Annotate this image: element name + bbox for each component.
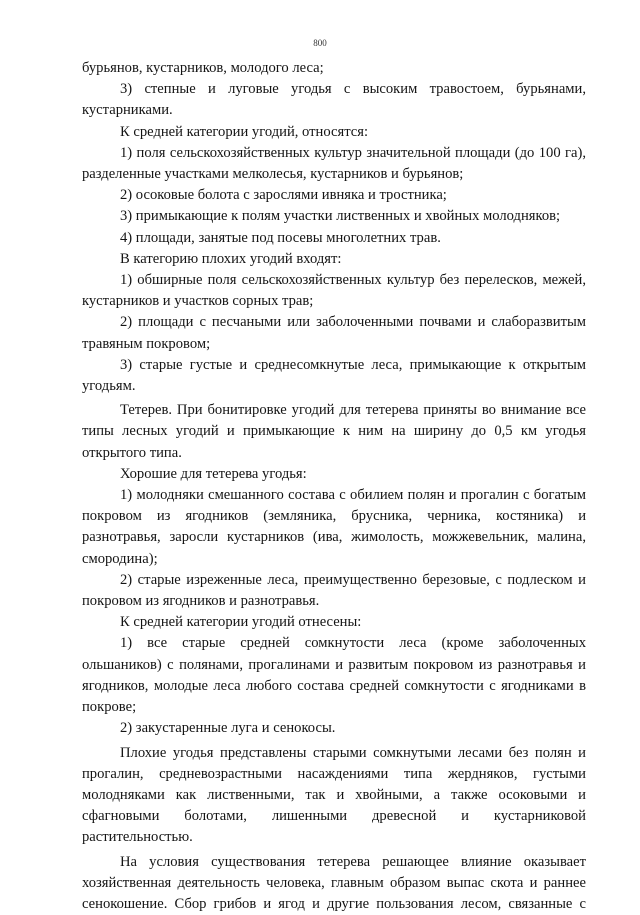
paragraph: 4) площади, занятые под посевы многолетних трав. bbox=[120, 229, 441, 246]
paragraph: 3) примыкающие к полям участки лиственных и хвойных молодняков; bbox=[120, 208, 561, 225]
paragraph: бурьянов, кустарников, молодого леса; bbox=[82, 60, 324, 76]
document-body bbox=[82, 58, 586, 915]
paragraph: Тетерев. При бонитировке угодий для тетерева приняты во внимание все типы лесных угодий и примыкающие к ним на ширину до 0,5 км угодья открытого типа. bbox=[82, 402, 586, 461]
page-number: 800 bbox=[313, 38, 327, 48]
paragraph: Хорошие для тетерева угодья: bbox=[120, 465, 307, 482]
paragraph: К средней категории угодий, относятся: bbox=[120, 123, 369, 140]
paragraph: 2) осоковые болота с зарослями ивняка и тростника; bbox=[120, 187, 447, 204]
paragraph: 1) обширные поля сельскохозяйственных культур без перелесков, межей, кустарников и участков сорных трав; bbox=[82, 272, 586, 310]
paragraph: 1) поля сельскохозяйственных культур значительной площади (до 100 га), разделенные участками мелколесья, кустарников и бурьянов; bbox=[82, 144, 586, 183]
paragraph: К средней категории угодий отнесены: bbox=[120, 614, 362, 631]
paragraph: 3) старые густые и среднесомкнутые леса, примыкающие к открытым угодьям. bbox=[82, 356, 586, 395]
paragraph: 2) закустаренные луга и сенокосы. bbox=[120, 720, 336, 737]
paragraph: 1) молодняки смешанного состава с обилием полян и прогалин с богатым покровом из ягодников (земляника, брусника, черника, костяника) и разнотравья, заросли кустарников (ива, жимолость, можжевельник, малина, смородина); bbox=[82, 487, 586, 567]
paragraph: На условия существования тетерева решающее влияние оказывает хозяйственная деятельность человека, главным образом выпас скота и раннее сенокошение. Сбор грибов и ягод и другие пользования лесом, связанные с bbox=[82, 853, 586, 912]
paragraph: 1) все старые средней сомкнутости леса (кроме заболоченных ольшаников) с полянами, прогалинами и развитым покровом из разнотравья и ягодников, молодые леса любого состава средней сомкнутости с ягодниками в покрове; bbox=[82, 635, 586, 716]
paragraph: В категорию плохих угодий входят: bbox=[120, 250, 342, 267]
paragraph: 3) степные и луговые угодья с высоким травостоем, бурьянами, кустарниками. bbox=[82, 81, 586, 119]
paragraph: 2) старые изреженные леса, преимущественно березовые, с подлеском и покровом из ягодников и разнотравья. bbox=[82, 571, 586, 610]
paragraph: Плохие угодья представлены старыми сомкнутыми лесами без полян и прогалин, средневозрастными насаждениями типа жердняков, густыми молодняками как лиственными, так и хвойными, а также осоковыми и сфагновыми болотами, лишенными древесной и кустарниковой растительностью. bbox=[82, 744, 586, 846]
paragraph: 2) площади с песчаными или заболоченными почвами и слаборазвитым травяным покровом; bbox=[82, 314, 586, 352]
